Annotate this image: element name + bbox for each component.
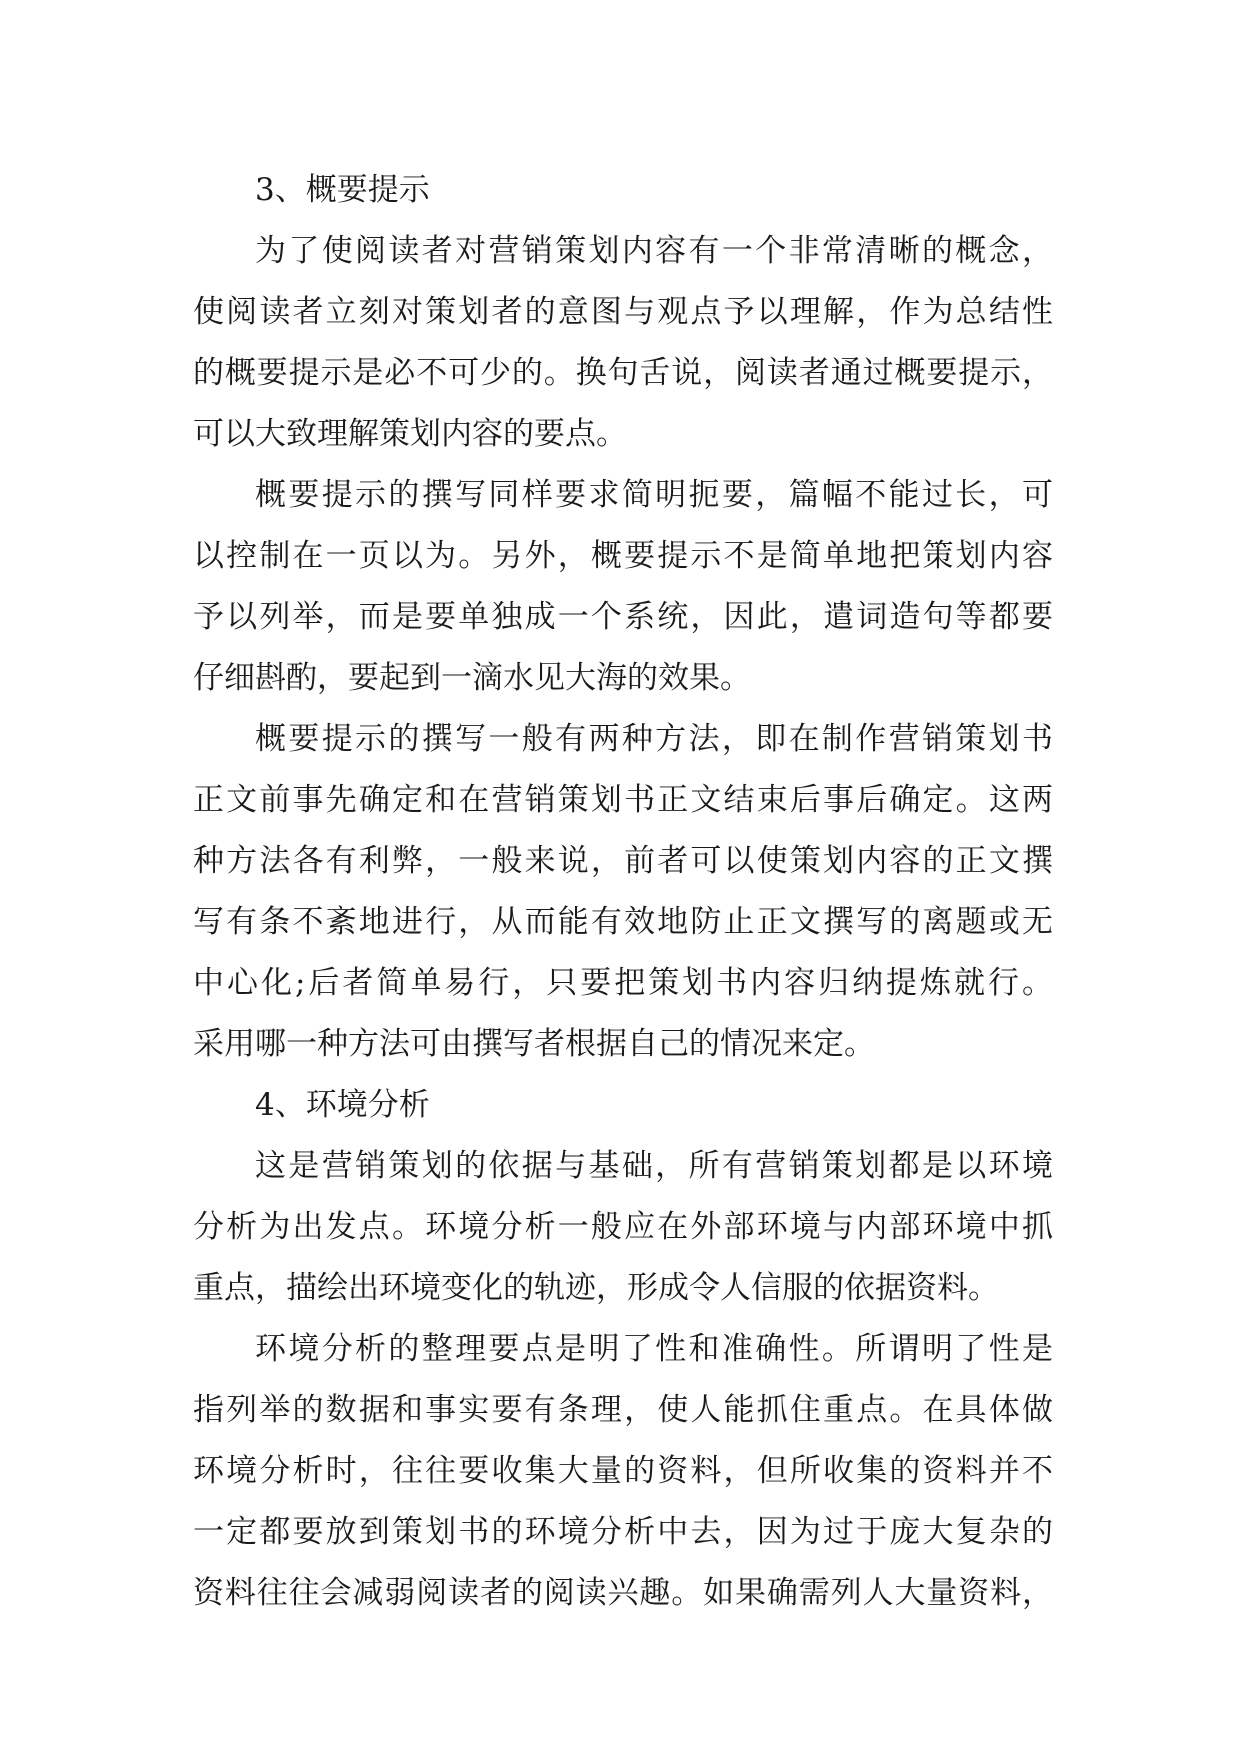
- paragraph-line: 中心化;后者简单易行，只要把策划书内容归纳提炼就行。: [193, 965, 1053, 1001]
- paragraph-line: 为了使阅读者对营销策划内容有一个非常清晰的概念，: [255, 233, 1053, 269]
- paragraph-line: 以控制在一页以为。另外，概要提示不是简单地把策划内容: [193, 538, 1053, 574]
- document-page: [193, 160, 1053, 1624]
- paragraph-line: 可以大致理解策划内容的要点。: [193, 416, 627, 452]
- paragraph-line: 指列举的数据和事实要有条理，使人能抓住重点。在具体做: [193, 1392, 1053, 1428]
- section-heading: 4、环境分析: [255, 1087, 430, 1123]
- paragraph-line: 资料往往会减弱阅读者的阅读兴趣。如果确需列人大量资料，: [193, 1575, 1053, 1611]
- paragraph-line: 环境分析时，往往要收集大量的资料，但所收集的资料并不: [193, 1453, 1053, 1489]
- paragraph-line: 这是营销策划的依据与基础，所有营销策划都是以环境: [255, 1148, 1053, 1184]
- paragraph-line: 分析为出发点。环境分析一般应在外部环境与内部环境中抓: [193, 1209, 1053, 1245]
- paragraph-line: 概要提示的撰写一般有两种方法，即在制作营销策划书: [255, 721, 1053, 757]
- paragraph-line: 一定都要放到策划书的环境分析中去，因为过于庞大复杂的: [193, 1514, 1053, 1550]
- paragraph-line: 的概要提示是必不可少的。换句舌说，阅读者通过概要提示，: [193, 355, 1053, 391]
- paragraph-line: 重点，描绘出环境变化的轨迹，形成令人信服的依据资料。: [193, 1270, 999, 1306]
- paragraph-line: 写有条不紊地进行，从而能有效地防止正文撰写的离题或无: [193, 904, 1053, 940]
- paragraph-line: 正文前事先确定和在营销策划书正文结束后事后确定。这两: [193, 782, 1053, 818]
- paragraph-line: 予以列举，而是要单独成一个系统，因此，遣词造句等都要: [193, 599, 1053, 635]
- paragraph-line: 种方法各有利弊，一般来说，前者可以使策划内容的正文撰: [193, 843, 1053, 879]
- paragraph-line: 环境分析的整理要点是明了性和准确性。所谓明了性是: [255, 1331, 1053, 1367]
- paragraph-line: 采用哪一种方法可由撰写者根据自己的情况来定。: [193, 1026, 875, 1062]
- paragraph-line: 使阅读者立刻对策划者的意图与观点予以理解，作为总结性: [193, 294, 1053, 330]
- paragraph-line: 概要提示的撰写同样要求简明扼要，篇幅不能过长，可: [255, 477, 1053, 513]
- section-heading: 3、概要提示: [255, 172, 430, 208]
- paragraph-line: 仔细斟酌，要起到一滴水见大海的效果。: [193, 660, 751, 696]
